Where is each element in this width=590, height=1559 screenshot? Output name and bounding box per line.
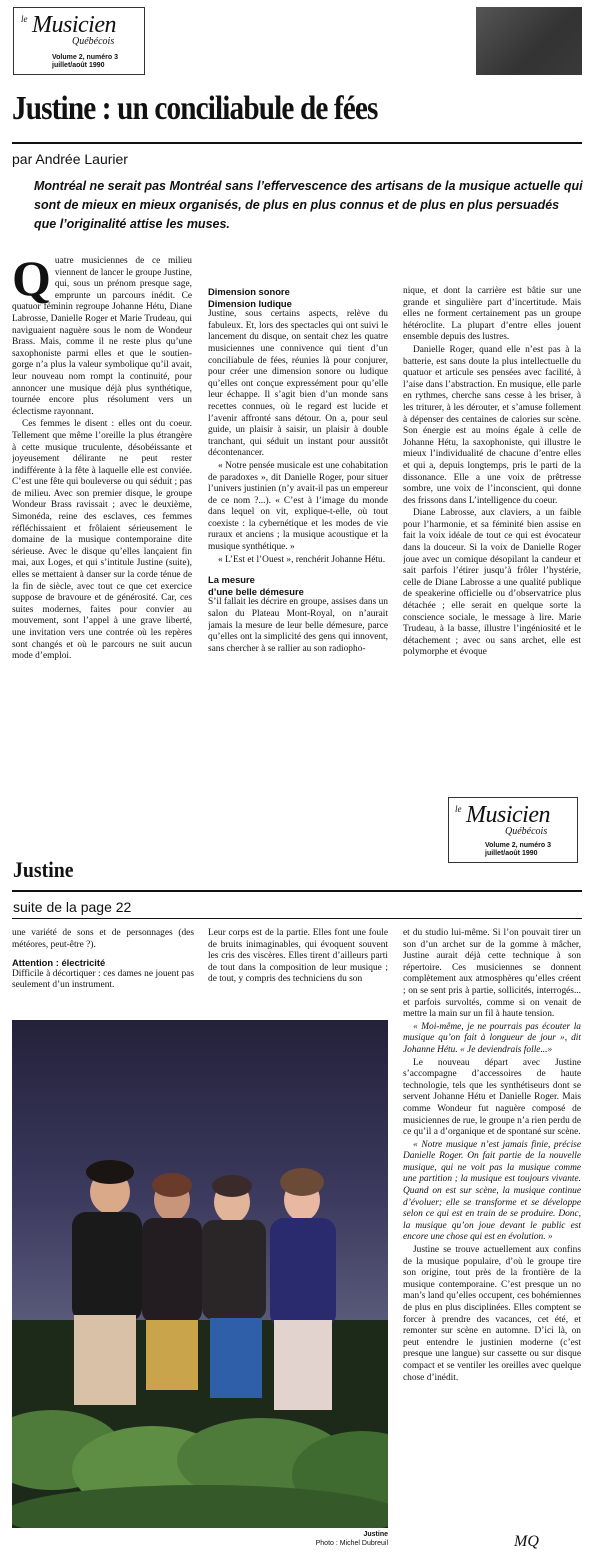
title-rule	[12, 142, 582, 144]
article-byline: par Andrée Laurier	[12, 151, 128, 167]
subhead: d’une belle démesure	[208, 585, 304, 597]
article-paragraph: « Moi-même, je ne pourrais pas écouter la musique qu’on fait à longueur de jour », dit Johanne Hétu. « Je deviendrais folle...»	[403, 1021, 581, 1055]
article-paragraph: une variété de sons et de personnages (des météores, peut-être ?).	[12, 928, 194, 950]
article-paragraph: S’il fallait les décrire en groupe, assises dans un salon du Plateau Mont-Royal, on n’aurait jamais la mesure de leur belle démesure, parce qu’elles ont la simplicité des gens qui innovent, sans chercher à se rallier au son radiopho-	[208, 597, 388, 654]
subhead: Dimension sonore	[208, 286, 290, 297]
article-column-3	[403, 286, 581, 786]
subhead: Attention : électricité	[12, 957, 106, 969]
logo-date: juillet/août 1990	[485, 850, 538, 857]
section-rule	[12, 890, 582, 892]
article-paragraph: Difficile à décortiquer : ces dames ne jouent pas seulement d’un instrument.	[12, 968, 194, 991]
article-paragraph: Le nouveau départ avec Justine s’accompagne d’accessoires de haute technologie, tels que les synthétiseurs dont se servent Johanne Hétu et Danielle Roger. Mais comme Wondeur fut naguère composé de musiciennes de rue, le groupe n’a rien perdu de ce qu’il a d’organique et de spontané sur scène.	[403, 1057, 581, 1138]
continuation-column-3	[403, 928, 581, 1528]
signature-mark: MQ	[514, 1533, 539, 1550]
header-dark-block	[476, 7, 582, 75]
article-title: Justine : un conciliabule de fées	[12, 90, 378, 127]
article-lead: Montréal ne serait pas Montréal sans l’effervescence des artisans de la musique actuelle qui sont de mieux en mieux organisés, de plus en plus connus et de plus en plus persuadés que l’originalité attise les muses.	[34, 179, 583, 231]
magazine-logo-top	[13, 7, 145, 75]
article-paragraph: Diane Labrosse, aux claviers, a un faible pour l’harmonie, et sa féminité bien assise en fait la voix idéale de tout ce qui est évocateur dans la douceur. Si la voix de Danielle Roger joue avec un comique désopilant la candeur et sait parfois l’étirer jusqu’à frôler l’hystérie, celle de Diane Labrosse a une qualité publique de speakerine officielle ou d’observatrice plus détachée ; elle serait en quelque sorte la conscience sociale, le message à lire. Marie Trudeau, à la basse, illustre l’ingéniosité et le détachement ; avec ou sans archet, elle est polymorphe et évoque	[403, 508, 581, 658]
article-paragraph: Justine, sous certains aspects, relève du fabuleux. Et, lors des spectacles qui ont suivi le lancement du disque, on sentait chez les quatre musiciennes une connivence qui tient d’un conciliabule de fées, réunies là pour conjurer, pour créer une dimension sonore ou ludique qu’elles ont conçue expressément pour qu’elle leur échappe. Il s’agit bien d’un monde sans recettes connues, où le regard est lucide et l’avenir affronté sans détour. On a, pour seul guide, un plaisir à saisir, un plaisir à double tranchant, qui séduit un instant pour aussitôt décontenancer.	[208, 309, 388, 459]
logo-name: Musicien	[32, 12, 116, 38]
continuation-column-2	[208, 928, 388, 1018]
article-column-2	[208, 286, 388, 786]
logo-volume: Volume 2, numéro 3	[485, 842, 551, 849]
photo-caption	[200, 1530, 388, 1548]
article-paragraph: « Notre musique n’est jamais finie, précise Danielle Roger. On fait partie de la nouvelle musique, qui ne voit pas la musique comme une partition ; la musique est toujours vivante. Quand on est sur scène, la musique continue d’évoluer; elle se transforme et se développe selon ce qui est en train de se produire. Donc, la musique qu’on joue devant le public est encore une chose qui est en évolution. »	[403, 1139, 581, 1243]
logo-volume: Volume 2, numéro 3	[52, 54, 118, 61]
band-photo	[12, 1020, 388, 1528]
logo-subtitle: Québécois	[72, 36, 115, 47]
subhead: Dimension ludique	[208, 297, 292, 309]
article-paragraph: et du studio lui-même. Si l’on pouvait tirer un son d’un archet sur de la gomme à mâcher, Justine aurait déjà cette technique à son répertoire. Ces musiciennes se donnent complètement aux atmosphères qu’elles créent ; on se sent pris à partie, sollicités, interrogés... et parfois survoltés, comme si on venait de mettre la main sur un fil à haute tension.	[403, 928, 581, 1020]
logo-le: le	[21, 14, 28, 24]
logo-le: le	[455, 804, 462, 814]
article-paragraph: nique, et dont la carrière est bâtie sur une grande et singulière part d’incertitude. Mais elles ne forment certainement pas un groupe hétéroclite. La plupart d’entre elles jouent ensemble depuis des lustres.	[403, 286, 581, 343]
subhead: La mesure	[208, 574, 255, 586]
logo-name: Musicien	[466, 802, 550, 828]
article-paragraph: « L’Est et l’Ouest », renchérit Johanne Hétu.	[218, 554, 386, 565]
continuation-title: Justine	[13, 857, 74, 882]
article-paragraph: Ces femmes le disent : elles ont du coeur. Tellement que même l’oreille la plus étrangère à cette musique truculente, désobéissante et joyeusement délirante ne peut rester indifférente à la fête à laquelle elle est conviée. C’est une fête qui bouleverse ou qui séduit ; pas de milieu. Avec son premier disque, le groupe Wondeur Brass ravissait ; avec le deuxième, Simonéda, reine des esclaves, ces femmes réfléchissaient et frôlaient sérieusement le domaine de la musique contemporaine dite sérieuse. Avec le disque qu’elles lançaient fin mai, aux Loges, et qui s’intitule Justine (suite), elles se mettaient à danser sur la corde ténue de la fin de siècle, avec tout ce que cet exercice suppose de bravoure et de générosité. Car, ces suites modernes, faites pour convier au mouvement, sont l’appel à une grave liberté, une invitation vers une contrée où les repères sont changés et où le parcours ne suit aucun mode d’emploi.	[12, 419, 192, 662]
article-paragraph: Leur corps est de la partie. Elles font une foule de bruits inimaginables, qui évoquent souvent les cris des viscères. Elles tirent d’ailleurs parti de tout dans la composition de leur musique ; de tout, y compris des techniciens du son	[208, 928, 388, 985]
dropcap: Q	[12, 256, 51, 306]
article-paragraph: uatre musiciennes de ce milieu viennent de lancer le groupe Justine, qui, sous un prénom presque sage, emprunte un parcours inédit. Ce quatuor féminin regroupe Johanne Hétu, Diane Labrosse, Danielle Roger et Marie Trudeau, qui naviguaient naguère sous le nom de Wondeur Brass. Mais, comme il ne reste plus qu’une saxophoniste parmi elles et que le soutien-gorge n’a plus la valeur symbolique qu’il avait, leur nouveau nom rompt la continuité, pour annoncer une musique déjà plus synthétique, tournée encore plus résolument vers un éclectisme rayonnant.	[12, 256, 192, 417]
logo-date: juillet/août 1990	[52, 62, 105, 69]
photo-credit: Photo : Michel Dubreuil	[315, 1540, 388, 1547]
magazine-logo-bottom	[448, 797, 578, 863]
section-thin-rule	[12, 918, 582, 919]
article-paragraph: Danielle Roger, quand elle n’est pas à la batterie, est sans doute la plus intellectuelle du quatuor et articule ses pensées avec facilité, à l’aise dans l’abstraction. En musique, elle parle en rythmes, cherche sans cesse à les briser, à les triturer, à les dérouter, et s’amuse follement à dépenser des centaines de calories sur scène. Son énergie est au moins égale à celle de Johanne Hétu, la saxophoniste, qui illustre le mieux l’individualité de chacune d’entre elles et qui a, depuis longtemps, pris le parti de la dissonance. Elle a une voix de prêtresse sombre, une voix de l’inconscient, qui donne des frissons dans L’intelligence du coeur.	[403, 344, 581, 506]
article-paragraph: Justine se trouve actuellement aux confins de la musique populaire, d’où le groupe tire son origine, tout près de la frontière de la musique contemporaine. C’est presque un no man’s land qu’elles occupent, ces bohémiennes de plus en plus disciplinées. Elles comptent se forcer à prendre des vacances, cet été, et remonter sur scène en automne. D’ici là, on peut entendre le justinien moderne (c’est presque une langue) sur cassette ou sur disque compact et se ventiler les oreilles avec quelque chose d’inédit.	[403, 1245, 581, 1383]
article-paragraph: « Notre pensée musicale est une cohabitation de paradoxes », dit Danielle Roger, pour situer l’univers justinien (n’y avait-il pas un empereur de ce nom ?...). « C’est à l’image du monde dans lequel on vit, explique-t-elle, où tout coexiste : la cybernétique et les modes de vie ruraux et anciens ; la musique acoustique et la musique synthétique. »	[208, 460, 388, 553]
continuation-from: suite de la page 22	[13, 899, 132, 915]
logo-subtitle: Québécois	[505, 826, 548, 837]
photo-caption-title: Justine	[363, 1531, 388, 1538]
continuation-column-1	[12, 928, 194, 1018]
band-photo-illustration	[12, 1020, 388, 1528]
article-column-1	[12, 256, 192, 786]
